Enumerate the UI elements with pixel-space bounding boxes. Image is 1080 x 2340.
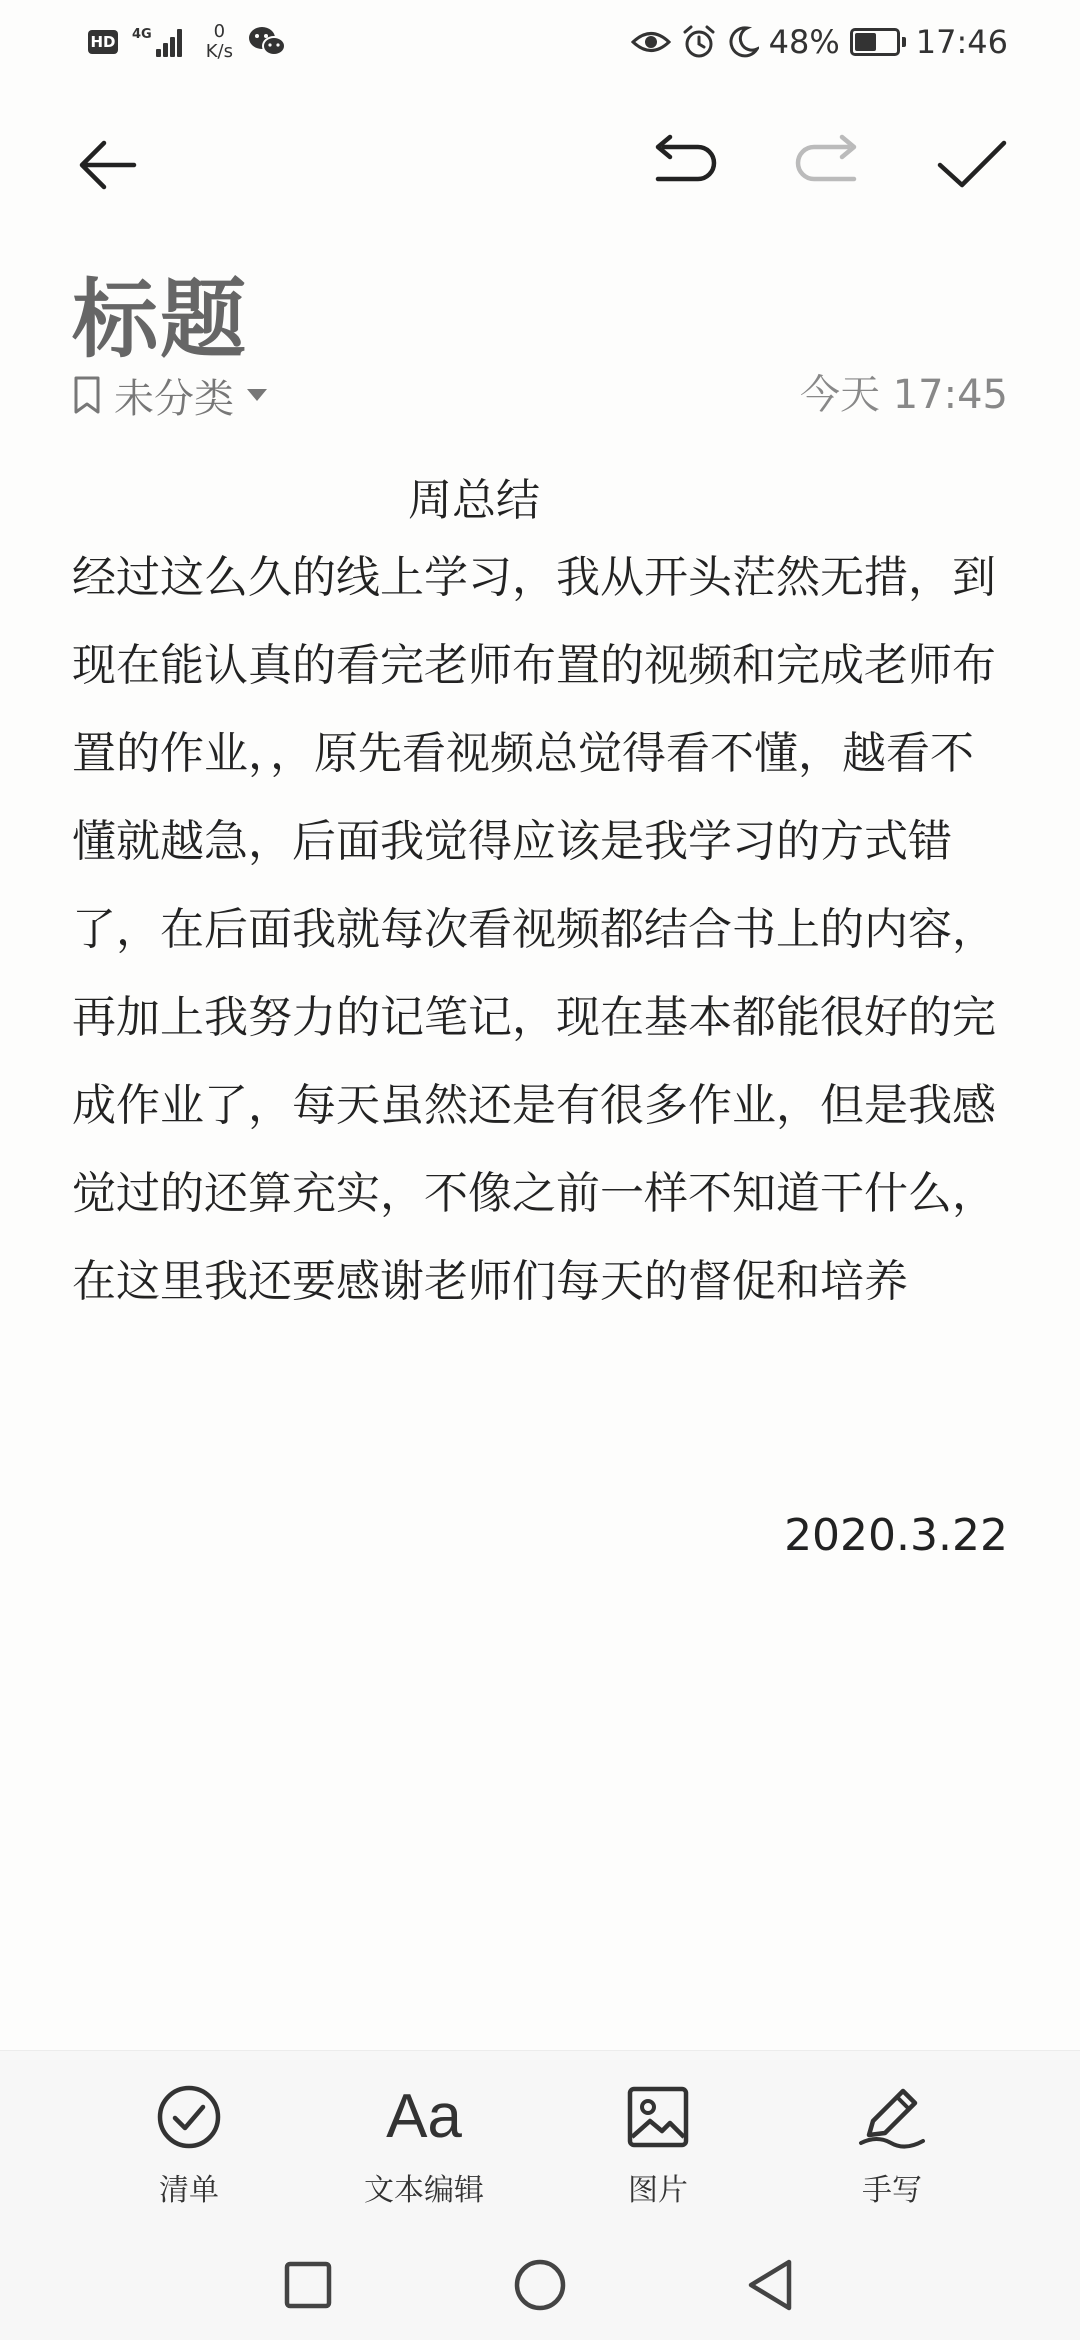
back-arrow-icon xyxy=(76,133,140,197)
recents-button[interactable] xyxy=(268,2250,348,2320)
note-meta-row xyxy=(72,365,1008,425)
handwriting-label: 手写 xyxy=(862,2173,922,2208)
eye-icon xyxy=(631,27,671,57)
signal-bar xyxy=(156,49,161,57)
editor-bottom-toolbar xyxy=(0,2050,1080,2231)
redo-button[interactable] xyxy=(788,125,868,205)
checklist-label: 清单 xyxy=(159,2173,219,2208)
recents-square-icon xyxy=(283,2260,333,2310)
clock: 17:46 xyxy=(915,23,1008,61)
nav-back-button[interactable] xyxy=(730,2250,810,2320)
signal-icon xyxy=(132,27,182,57)
checklist-icon xyxy=(155,2083,223,2151)
category-label: 未分类 xyxy=(114,375,234,422)
text-edit-button[interactable] xyxy=(324,2077,524,2227)
back-button[interactable] xyxy=(68,125,148,205)
speed-value: 0 xyxy=(213,21,226,42)
note-title-field[interactable]: 标题 xyxy=(72,270,248,370)
status-bar xyxy=(0,0,1080,80)
bookmark-icon xyxy=(72,375,102,415)
undo-icon xyxy=(648,133,720,197)
handwriting-button[interactable] xyxy=(792,2077,992,2227)
redo-icon xyxy=(792,133,864,197)
checklist-button[interactable] xyxy=(89,2077,289,2227)
moon-icon xyxy=(727,25,759,59)
alarm-icon xyxy=(681,24,717,60)
check-icon xyxy=(936,133,1008,197)
picture-label: 图片 xyxy=(628,2173,688,2208)
status-bar-right xyxy=(631,18,1008,66)
content-body-text: 经过这么久的线上学习，我从开头茫然无措，到现在能认真的看完老师布置的视频和完成老师布置的作业，，原先看视频总觉得看不懂，越看不懂就越急，后面我觉得应该是我学习的方式错了，在后面我就每次看视频都结合书上的内容，再加上我努力的记笔记，现在基本都能很好的完成作业了，每天虽然还是有很多作业，但是我感觉过的还算充实，不像之前一样不知道干什么，在这里我还要感谢老师们每天的督促和培养 xyxy=(72,552,996,1307)
status-bar-left xyxy=(88,18,287,66)
battery-icon xyxy=(850,28,906,56)
system-nav-bar xyxy=(0,2230,1080,2340)
signal-bar xyxy=(163,43,168,57)
content-heading: 周总结 xyxy=(408,475,540,526)
picture-button[interactable] xyxy=(558,2077,758,2227)
content-date: 2020.3.22 xyxy=(784,1510,1008,1561)
editor-action-bar xyxy=(0,100,1080,230)
signal-bar xyxy=(170,37,175,57)
home-circle-icon xyxy=(512,2257,568,2313)
pen-icon xyxy=(857,2085,927,2149)
wechat-icon xyxy=(247,25,287,59)
battery-level xyxy=(855,33,876,51)
text-format-icon: Aa xyxy=(386,2082,462,2151)
caret-down-icon xyxy=(246,388,268,402)
signal-bar xyxy=(177,29,182,57)
image-icon xyxy=(626,2085,690,2149)
category-selector[interactable] xyxy=(72,365,268,425)
network-speed xyxy=(206,22,233,62)
home-button[interactable] xyxy=(500,2250,580,2320)
speed-unit: K/s xyxy=(205,41,233,62)
save-check-button[interactable] xyxy=(932,125,1012,205)
back-triangle-icon xyxy=(745,2257,795,2313)
text-edit-label: 文本编辑 xyxy=(364,2173,484,2208)
note-timestamp: 今天 17:45 xyxy=(800,372,1008,418)
note-content-editor[interactable] xyxy=(72,468,1008,1326)
undo-button[interactable] xyxy=(644,125,724,205)
battery-percent: 48% xyxy=(768,23,840,61)
hd-icon: HD xyxy=(88,30,118,54)
network-type-label: 4G xyxy=(132,27,152,42)
